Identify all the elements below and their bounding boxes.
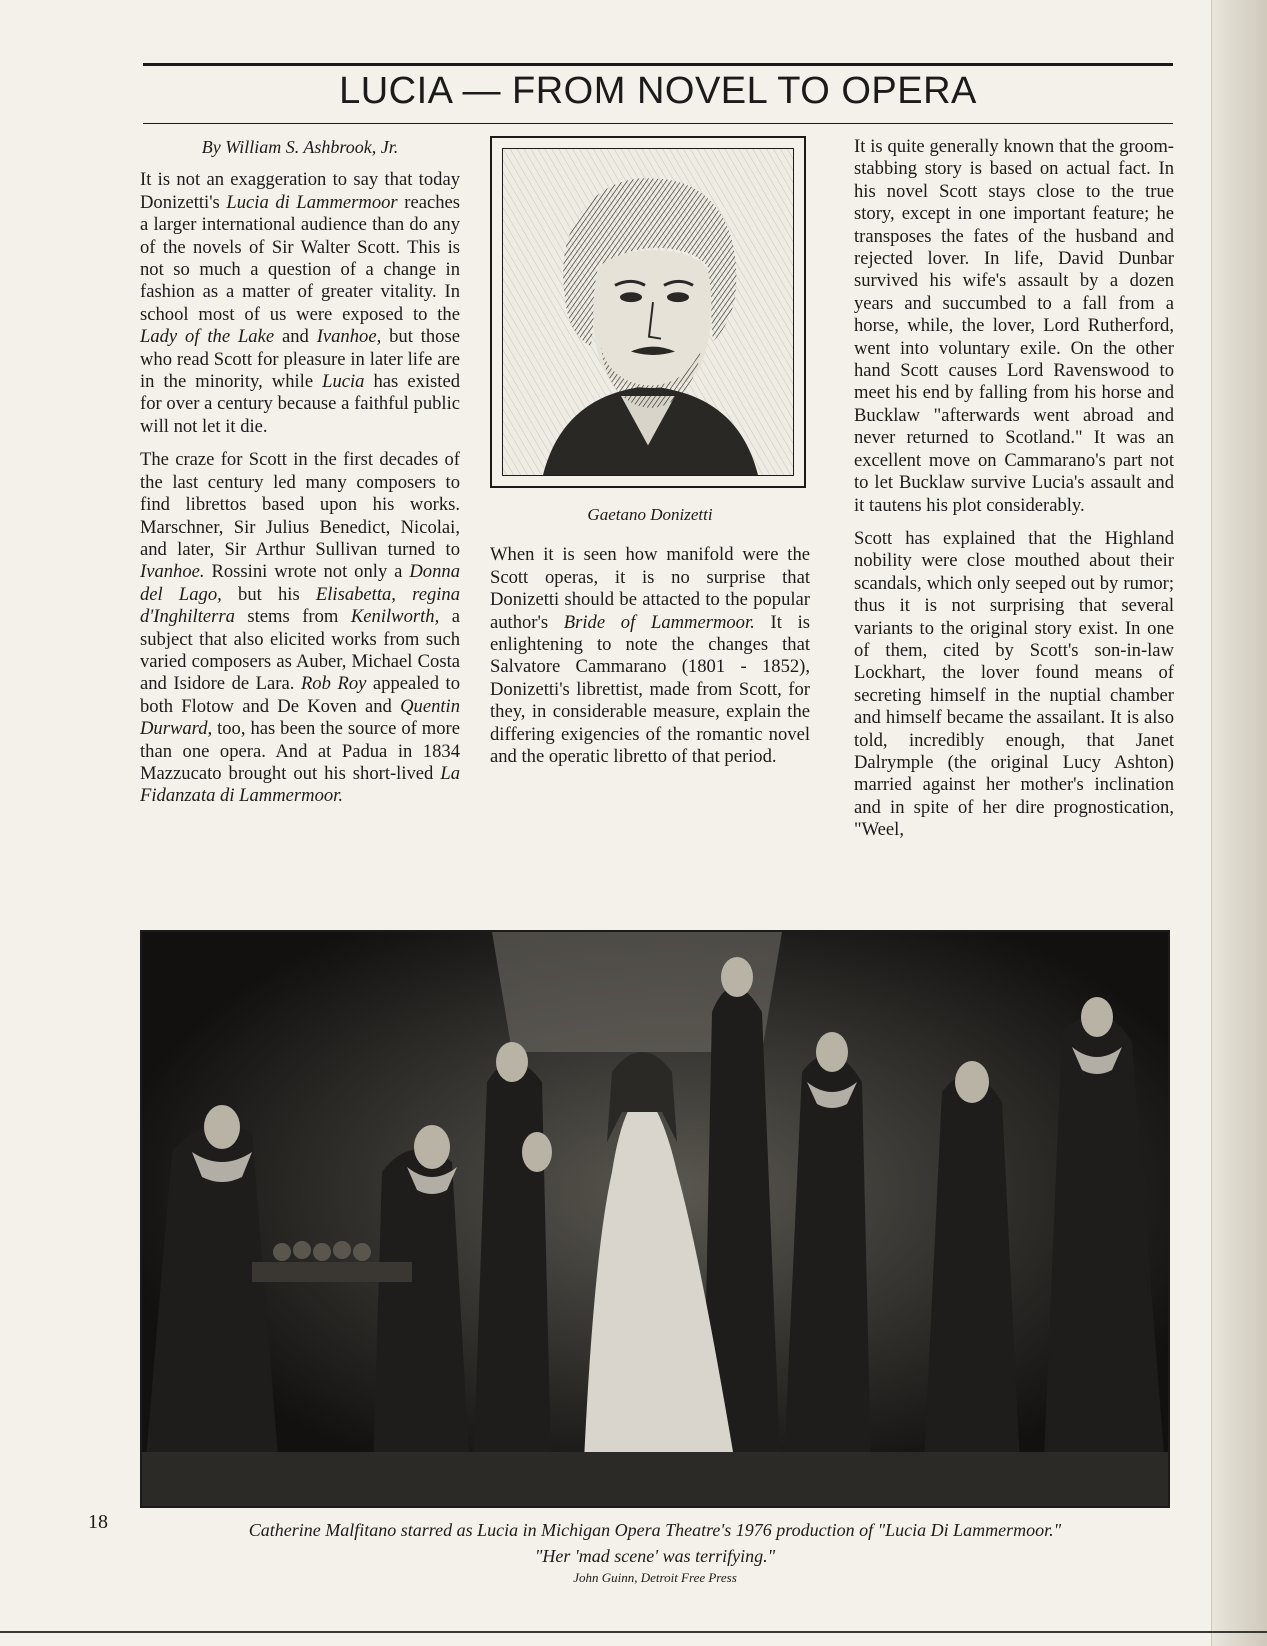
- italic-title: Lucia: [322, 371, 365, 393]
- column-right: [854, 136, 1174, 853]
- column-left: [140, 136, 460, 819]
- portrait-caption: Gaetano Donizetti: [587, 505, 713, 524]
- portrait-frame: [490, 136, 806, 488]
- paragraph-groom-stabbing: It is quite generally known that the groom-stabbing story is based on actual fact. In his novel Scott stays close to the true story, except in one important feature; he transposes the fates of the husband and rejected lover. In life, David Dunbar survived his wife's assault by a dozen years and succumbed to a fall from a horse, while, the lover, Lord Rutherford, went into voluntary exile. On the other hand Scott causes Lord Ravenswood to meet his end by falling from his horse and Bucklaw "afterwards went abroad and never returned to Scotland." It was an excellent move on Cammarano's part not to let Bucklaw survive Lucia's assault and it tautens his plot considerably.: [854, 136, 1174, 516]
- donizetti-portrait-drawing: [503, 149, 793, 475]
- italic-title: Ivanhoe,: [316, 326, 382, 348]
- italic-title: Bride of Lammermoor.: [563, 611, 755, 633]
- italic-title: La Fidanzata di Lammermoor.: [140, 762, 460, 807]
- title-rule: [143, 123, 1173, 124]
- text-run: a subject that also elicited works from such varied composers as Auber, Michael Costa and Isidore de Lara.: [140, 606, 460, 695]
- text-run: The craze for Scott in the first decades of the last century led many composers to find librettos based upon his works. Marschner, Sir Julius Benedict, Nicolai, and later, Sir Arthur Sullivan turned to: [140, 449, 460, 560]
- paragraph-scott-craze: [140, 449, 460, 808]
- article-title: LUCIA — FROM NOVEL TO OPERA: [339, 70, 977, 112]
- italic-title: Quentin Durward,: [140, 695, 460, 740]
- italic-title: Donna del Lago,: [140, 561, 460, 605]
- text-run: has existed for over a century because a faithful public will not let it die.: [140, 371, 460, 437]
- column-middle: [490, 136, 810, 779]
- italic-title: Rob Roy: [300, 673, 367, 695]
- paragraph-intro: [140, 169, 460, 438]
- bottom-rule: [0, 1631, 1267, 1633]
- text-run: appealed to both Flotow and De Koven and: [140, 673, 461, 717]
- italic-title: Lucia di Lammermoor: [226, 191, 398, 213]
- paragraph-highland-nobility: Scott has explained that the Highland nobility were close mouthed about their scandals, which only seeped out by rumor; thus it is not surprising that several variants to the original story exist. In one of them, cited by Scott's son-in-law Lockhart, the lover found means of secreting himself in the nuptial chamber and himself became the assailant. It is also told, incredibly enough, that Janet Dalrymple (the original Lucy Ashton) married against her mother's inclination and in spite of her dire prognostication, "Weel,: [854, 527, 1174, 841]
- caption-line-1: Catherine Malfitano starred as Lucia in Michigan Opera Theatre's 1976 production of "Lucia Di Lammermoor.": [248, 1520, 1062, 1540]
- photo-credit: John Guinn, Detroit Free Press: [573, 1570, 737, 1585]
- page-edge-shadow: [1211, 0, 1267, 1646]
- italic-title: Lady of the Lake: [140, 326, 275, 348]
- text-run: When it is seen how manifold were the Scott operas, it is no surprise that Donizetti should be attacted to the popular author's: [490, 544, 810, 633]
- text-run: reaches a larger international audience than do any of the novels of Sir Walter Scott. This is not so much a question of a change in fashion as a matter of greater vitality. In school most of us were exposed to the: [140, 191, 460, 325]
- photo-caption: [140, 1517, 1170, 1569]
- italic-title: Elisabetta, regina d'Inghilterra: [140, 583, 460, 628]
- text-run: but those who read Scott for pleasure in later life are in the minority, while: [140, 326, 460, 393]
- text-run: but his: [221, 583, 316, 605]
- portrait-image: [502, 148, 794, 476]
- italic-title: Ivanhoe.: [140, 561, 205, 583]
- text-run: too, has been the source of more than one opera. And at Padua in 1834 Mazzucato brought out his short-lived: [140, 718, 460, 784]
- byline: By William S. Ashbrook, Jr.: [201, 137, 399, 157]
- opera-stage-photo: [142, 932, 1168, 1506]
- text-run: It is enlightening to note the changes that Salvatore Cammarano (1801 - 1852), Donizetti's librettist, made from Scott, for they, in considerable measure, explain the differing exigencies of the romantic novel and the operatic libretto of that period.: [490, 611, 810, 768]
- text-run: It is not an exaggeration to say that today Donizetti's: [140, 169, 460, 213]
- text-run: stems from: [234, 606, 351, 628]
- page-number: 18: [88, 1511, 108, 1533]
- caption-line-2: "Her 'mad scene' was terrifying.": [534, 1546, 776, 1566]
- text-run: and: [274, 326, 317, 348]
- text-run: Rossini wrote not only a: [204, 561, 410, 583]
- top-rule: [143, 63, 1173, 66]
- production-photo: [140, 930, 1170, 1508]
- paragraph-scott-operas: [490, 544, 810, 768]
- italic-title: Kenilworth,: [350, 606, 440, 628]
